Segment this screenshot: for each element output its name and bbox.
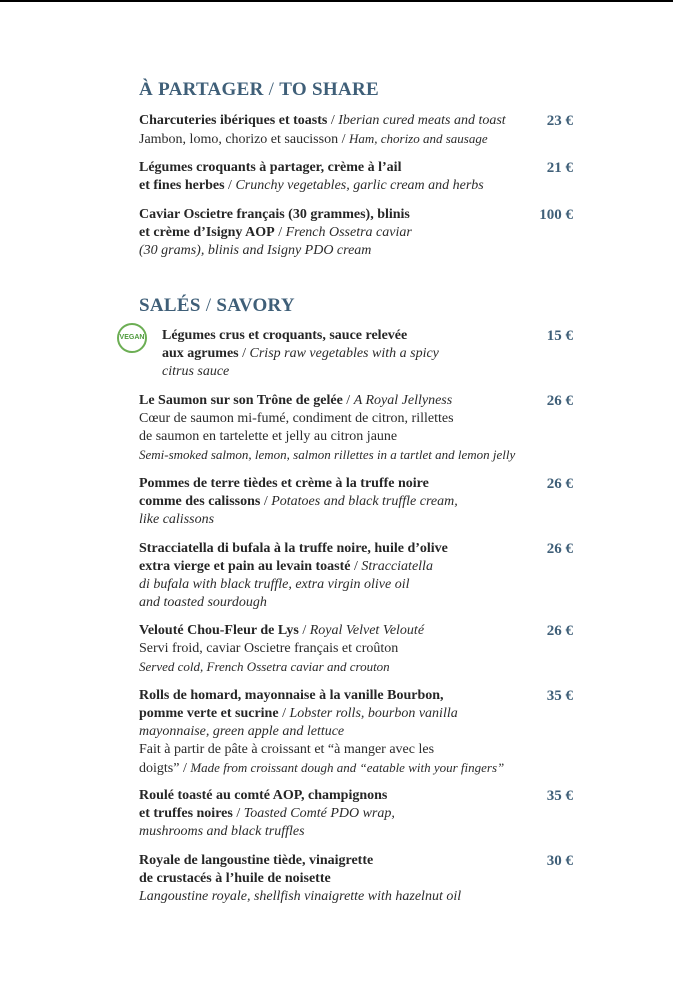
section-title-fr: À PARTAGER [139, 79, 264, 100]
section-title-en: TO SHARE [279, 79, 380, 100]
menu-item-charcuteries: Charcuteries ibériques et toasts / Iberian cured meats and toast Jambon, lomo, chorizo et saucisson / Ham, chorizo and sausage [139, 113, 506, 147]
price: 35 € [546, 788, 573, 804]
section-title-share: À PARTAGER / TO SHARE [139, 79, 380, 100]
menu-item-caviar: Caviar Oscietre français (30 grammes), blinis et crème d’Isigny AOP / French Ossetra caviar (30 grams), blinis and Isigny PDO cream [139, 207, 412, 258]
price: 26 € [546, 393, 573, 409]
menu-item-royale-langoustine: Royale de langoustine tiède, vinaigrette de crustacés à l’huile de noisette Langoustine royale, shellfish vinaigrette with hazelnut oil [139, 853, 462, 904]
price: 26 € [546, 476, 573, 492]
menu-item-rolls-homard: Rolls de homard, mayonnaise à la vanille Bourbon, pomme verte et sucrine / Lobster rolls, bourbon vanilla mayonnaise, green apple and lettuce Fait à partir de pâte à croissant et “à manger avec les doigts” / Made from croissant dough and “eatable with your fingers” [139, 688, 505, 776]
price: 100 € [539, 207, 573, 223]
price: 21 € [546, 160, 573, 176]
section-title-en: SAVORY [216, 295, 295, 316]
vegan-badge-icon: VEGAN [117, 323, 147, 353]
top-border [0, 0, 673, 2]
menu-item-saumon: Le Saumon sur son Trône de gelée / A Royal Jellyness Cœur de saumon mi-fumé, condiment de citron, rillettes de saumon en tartelette et jelly au citron jaune Semi-smoked salmon, lemon, salmon rillettes in a tartlet and lemon jelly [139, 393, 516, 462]
price: 35 € [546, 688, 573, 704]
price: 23 € [546, 113, 573, 129]
section-title-fr: SALÉS [139, 295, 201, 316]
menu-item-roule-comte: Roulé toasté au comté AOP, champignons et truffes noires / Toasted Comté PDO wrap, mushrooms and black truffles [139, 788, 395, 839]
price: 15 € [546, 328, 573, 344]
menu-item-legumes-croquants: Légumes croquants à partager, crème à l’ail et fines herbes / Crunchy vegetables, garlic cream and herbs [139, 160, 484, 193]
price: 26 € [546, 623, 573, 639]
section-title-savory: SALÉS / SAVORY [139, 295, 295, 316]
menu-item-stracciatella: Stracciatella di bufala à la truffe noire, huile d’olive extra vierge et pain au levain toasté / Stracciatella di bufala with black truffle, extra virgin olive oil and toasted sourdough [139, 541, 448, 610]
menu-item-pommes-de-terre: Pommes de terre tièdes et crème à la truffe noire comme des calissons / Potatoes and black truffle cream, like calissons [139, 476, 458, 527]
price: 30 € [546, 853, 573, 869]
menu-item-legumes-crus: Légumes crus et croquants, sauce relevée aux agrumes / Crisp raw vegetables with a spicy citrus sauce [162, 328, 439, 379]
price: 26 € [546, 541, 573, 557]
menu-item-veloute: Velouté Chou-Fleur de Lys / Royal Velvet Velouté Servi froid, caviar Oscietre français et croûton Served cold, French Ossetra caviar and crouton [139, 623, 425, 674]
